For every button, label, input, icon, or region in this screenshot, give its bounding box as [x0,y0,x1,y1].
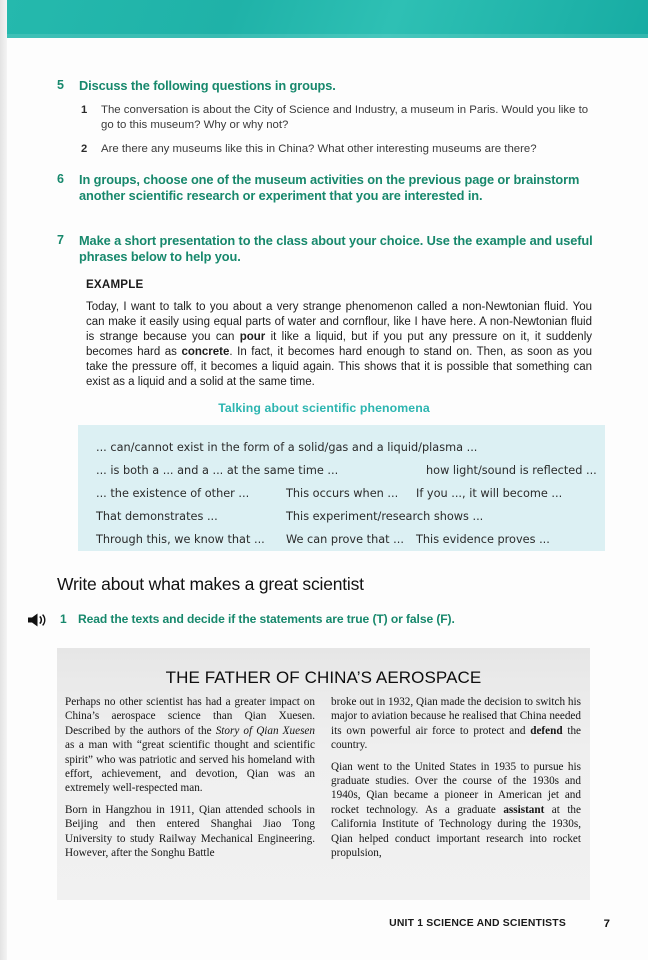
phrase-col-2: This experiment/research shows ... [286,510,484,523]
article-paragraph [65,695,315,796]
paragraph-segment: at the California Institute of Technology during the 1930s, Qian helped conduct important research into rocket propulsion, [331,803,581,860]
paragraph-segment-bold: defend [530,724,563,737]
example-bold-concrete: concrete [181,346,230,359]
paragraph-segment-bold: assistant [503,803,545,816]
paragraph-segment: Qian went to the United States in 1935 to pursue his graduate studies. Over the course of the 1930s and 1940s, Qian became a pioneer in American jet and rocket technology. As a graduate [331,760,581,816]
paragraph-segment: broke out in 1932, Qian made the decision to switch his major to aviation because he realised that China needed its own powerful air force to protect and [331,696,581,737]
phrase-row [96,510,595,523]
article-paragraph [65,803,315,861]
page-title: Write about what makes a great scientist [57,574,364,594]
example-text-part-3: . In fact, it becomes hard enough to stand on. Then, as soon as you take the pressure off, it becomes a liquid again. This shows that it is possible that something can exist as a liquid and a solid at the same time. [86,346,592,389]
exercise-6-number: 6 [57,172,64,186]
phrase-col-3: how light/sound is reflected ... [426,464,597,477]
speaker-icon[interactable] [28,613,52,627]
phrase-col-2: This occurs when ... [286,487,399,500]
article-left-column [65,695,315,860]
subitem-number: 2 [81,143,88,155]
phrase-col-1: ... is both a ... and a ... at the same time ... [96,464,339,477]
audio-item-number: 1 [60,612,67,626]
phrase-row [96,533,595,546]
audio-exercise-row [28,612,628,630]
phrase-col-3: If you ..., it will become ... [416,487,563,500]
example-bold-pour: pour [239,331,266,344]
exercise-5-heading: Discuss the following questions in groups. [79,78,336,93]
phrase-box-title: Talking about scientific phenomena [218,401,430,415]
subitem-text: The conversation is about the City of Science and Industry, a museum in Paris. Would you like to go to this museum? Why or why not? [101,104,589,131]
article-right-column [331,695,581,860]
phrase-col-1: Through this, we know that ... [96,533,265,546]
audio-item-text: Read the texts and decide if the statements are true (T) or false (F). [78,612,455,626]
footer-page-number: 7 [603,918,610,930]
exercise-7-heading: Make a short presentation to the class about your choice. Use the example and useful phrases below to help you. [79,233,593,264]
article-paragraph [331,695,581,753]
exercise-7 [57,233,602,265]
paragraph-segment: the country. [331,724,582,752]
phrase-col-2: We can prove that ... [286,533,404,546]
footer-unit-label: UNIT 1 SCIENCE AND SCIENTISTS [389,918,566,929]
paragraph-segment-italic: Story of Qian Xuesen [215,724,315,737]
phrase-row [96,487,595,500]
paragraph-segment: as a man with “great scientific thought and scientific spirit” who was patriotic and served his homeland with effort, achievement, and devotion, Qian was an extremely well-respected man. [65,739,315,795]
example-text-part-1: Today, I want to talk to you about a very strange phenomenon called a non-Newtonian fluid. You can make it easily using equal parts of water and cornflour, like I have here. A non-Newtonian fluid is strange because you can [86,301,592,344]
subitem-text: Are there any museums like this in China? What other interesting museums are there? [101,143,537,155]
exercise-6-heading: In groups, choose one of the museum activities on the previous page or brainstorm another scientific research or experiment that you are interested in. [79,172,580,203]
exercise-7-number: 7 [57,233,64,247]
phrase-col-3: This evidence proves ... [416,533,550,546]
paragraph-segment: Born in Hangzhou in 1911, Qian attended schools in Beijing and then entered Shanghai Jiao Tong University to study Railway Mechanical Engineering. However, after the Songhu Battle [65,803,315,860]
paragraph-segment: Perhaps no other scientist has had a greater impact on China’s aerospace science than Qian Xuesen. Described by the authors of the [65,696,315,737]
exercise-5 [57,78,602,157]
page-edge [0,0,7,960]
phrase-row [96,464,595,477]
example-paragraph [86,300,592,391]
article-columns [65,695,582,860]
phrase-row [96,441,595,454]
example-label: EXAMPLE [86,278,144,291]
exercise-5-subitem-1 [79,103,602,133]
exercise-5-subitem-2 [79,142,602,157]
phrase-col-1: ... can/cannot exist in the form of a solid/gas and a liquid/plasma ... [96,441,478,454]
exercise-5-number: 5 [57,78,64,92]
header-banner [7,0,648,38]
example-text-part-2: it like a liquid, but if you put any pressure on it, it suddenly becomes hard as [86,331,593,359]
phrase-col-1: That demonstrates ... [96,510,218,523]
article-title: THE FATHER OF CHINA’S AEROSPACE [165,668,482,687]
subitem-number: 1 [81,104,88,116]
exercise-6 [57,172,602,204]
phrase-box [78,425,605,551]
article-panel [57,648,590,900]
phrase-col-1: ... the existence of other ... [96,487,250,500]
article-paragraph [331,760,581,861]
